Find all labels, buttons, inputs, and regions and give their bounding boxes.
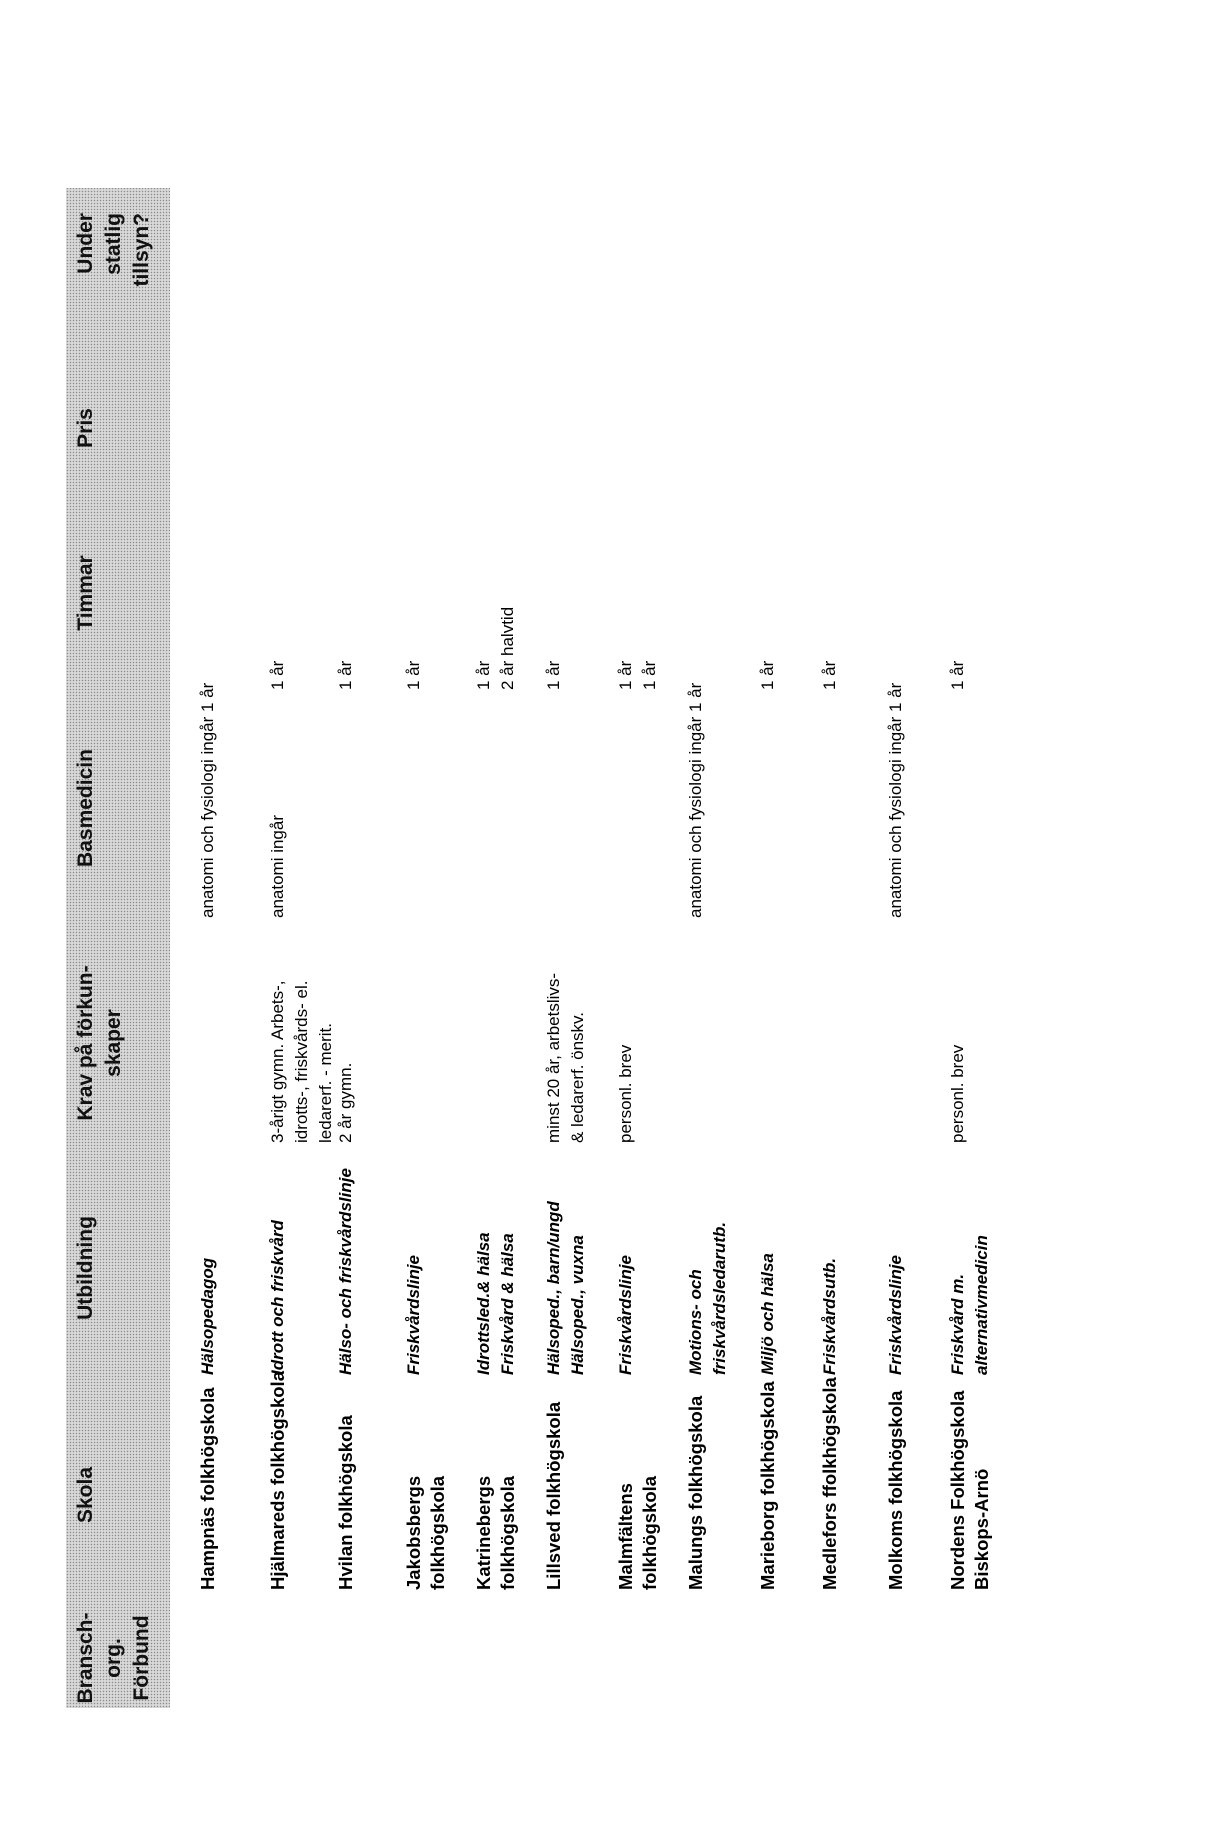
header-pris <box>72 378 100 478</box>
rotated-table <box>66 188 1221 1708</box>
cell-krav <box>266 918 338 1143</box>
timmar-text: 1 år <box>640 660 659 690</box>
cell-basmedicin <box>884 658 908 918</box>
header-line: Timmar <box>74 555 97 631</box>
krav-text: personl. brev <box>948 1044 967 1143</box>
school-text: Nordens Folkhögskola <box>947 1390 968 1590</box>
program-text: Friskvård & hälsa <box>498 1233 517 1375</box>
cell-program <box>756 1145 780 1375</box>
cell-school <box>946 1375 994 1590</box>
school-text: Lillsved folkhögskola <box>543 1401 564 1590</box>
program-text: Friskvård m. <box>948 1273 967 1375</box>
cell-timmar <box>402 530 426 690</box>
school-text: Malungs folkhögskola <box>685 1395 706 1590</box>
cell-program <box>402 1145 426 1375</box>
timmar-text: 1 år <box>404 660 423 690</box>
program-text: Hälso- och friskvårdslinje <box>336 1168 355 1375</box>
school-text: Malmfältens <box>615 1483 636 1590</box>
krav-text: 2 år gymn. <box>336 1062 355 1143</box>
program-text: Hälsoped., barn/ungd <box>544 1201 563 1375</box>
cell-program <box>818 1145 842 1375</box>
cell-timmar <box>946 530 970 690</box>
program-text: Friskvårdslinje <box>886 1254 905 1375</box>
cell-timmar <box>334 530 358 690</box>
basmedicin-text: anatomi och fysiologi ingår 1 år <box>198 682 217 918</box>
program-text: Idrott och friskvård <box>268 1220 287 1375</box>
header-skola <box>72 1400 100 1590</box>
program-text: Idrottsled.& hälsa <box>474 1232 493 1375</box>
cell-basmedicin <box>266 658 290 918</box>
school-text: Biskops-Arnö <box>971 1468 992 1590</box>
school-text: Jakobsbergs <box>403 1475 424 1590</box>
header-line: skaper <box>102 1009 125 1077</box>
school-text: Katrinebergs <box>473 1475 494 1590</box>
timmar-text: 1 år <box>544 660 563 690</box>
cell-timmar <box>472 530 520 690</box>
cell-timmar <box>614 530 662 690</box>
cell-program <box>334 1145 358 1375</box>
header-line: Pris <box>74 408 97 448</box>
krav-text: 3-årigt gymn. Arbets-, <box>268 980 287 1143</box>
header-bransch <box>72 1608 156 1708</box>
cell-school <box>402 1375 450 1590</box>
timmar-text: 1 år <box>758 660 777 690</box>
school-text: folkhögskola <box>639 1475 660 1590</box>
school-text: Hampnäs folkhögskola <box>197 1387 218 1590</box>
header-line: Utbildning <box>74 1216 97 1320</box>
cell-school <box>614 1375 662 1590</box>
school-text: Molkoms folkhögskola <box>885 1390 906 1590</box>
cell-program <box>946 1145 994 1375</box>
timmar-text: 1 år <box>474 660 493 690</box>
header-line: tillsyn? <box>130 213 153 287</box>
header-line: statlig <box>102 213 125 275</box>
timmar-text: 1 år <box>820 660 839 690</box>
header-line: Krav på förkun- <box>74 965 97 1121</box>
krav-text: idrotts-, friskvårds- el. <box>292 980 311 1143</box>
header-line: org. <box>102 1638 125 1678</box>
basmedicin-text: anatomi och fysiologi ingår 1 år <box>686 682 705 918</box>
cell-school <box>818 1375 842 1590</box>
cell-school <box>196 1375 220 1590</box>
basmedicin-text: anatomi ingår <box>268 814 287 918</box>
cell-krav <box>542 918 590 1143</box>
cell-timmar <box>756 530 780 690</box>
school-text: folkhögskola <box>427 1475 448 1590</box>
header-line: Förbund <box>130 1615 153 1701</box>
cell-program <box>614 1145 638 1375</box>
school-text: folkhögskola <box>497 1475 518 1590</box>
school-text: Medlefors ffolkhögskola <box>819 1377 840 1590</box>
program-text: Friskvårdslinje <box>616 1254 635 1375</box>
header-line: Basmedicin <box>74 749 97 867</box>
cell-school <box>542 1375 566 1590</box>
header-basmedicin <box>72 698 100 918</box>
cell-program <box>884 1145 908 1375</box>
school-text: Hvilan folkhögskola <box>335 1415 356 1590</box>
cell-basmedicin <box>684 658 708 918</box>
cell-basmedicin <box>196 658 220 918</box>
table-header <box>66 188 170 1708</box>
basmedicin-text: anatomi och fysiologi ingår 1 år <box>886 682 905 918</box>
timmar-text: 2 år halvtid <box>498 606 517 690</box>
cell-school <box>266 1371 290 1590</box>
program-text: Friskvårdslinje <box>404 1254 423 1375</box>
krav-text: ledarerf. - merit. <box>316 1023 335 1143</box>
cell-program <box>684 1145 732 1375</box>
cell-program <box>266 1145 290 1375</box>
krav-text: personl. brev <box>616 1044 635 1143</box>
program-text: alternativmedicin <box>972 1235 991 1375</box>
cell-school <box>684 1375 708 1590</box>
cell-school <box>334 1375 358 1590</box>
cell-school <box>884 1375 908 1590</box>
cell-timmar <box>818 530 842 690</box>
cell-school <box>472 1375 520 1590</box>
krav-text: & ledarerf. önskv. <box>568 1011 587 1143</box>
school-text: Marieborg folkhögskola <box>757 1381 778 1590</box>
timmar-text: 1 år <box>948 660 967 690</box>
timmar-text: 1 år <box>616 660 635 690</box>
school-text: Hjälmareds folkhögskola <box>267 1371 288 1590</box>
cell-timmar <box>266 530 290 690</box>
program-text: Friskvårdsutb. <box>820 1257 839 1375</box>
cell-krav <box>946 918 970 1143</box>
cell-school <box>756 1375 780 1590</box>
cell-krav <box>334 918 358 1143</box>
header-line: Bransch- <box>74 1612 97 1704</box>
cell-program <box>472 1145 520 1375</box>
program-text: Hälsopedagog <box>198 1257 217 1375</box>
program-text: Motions- och <box>686 1269 705 1375</box>
header-krav <box>72 938 128 1148</box>
timmar-text: 1 år <box>336 660 355 690</box>
cell-timmar <box>542 530 566 690</box>
cell-program <box>196 1145 220 1375</box>
timmar-text: 1 år <box>268 660 287 690</box>
program-text: Hälsoped., vuxna <box>568 1235 587 1375</box>
header-timmar <box>72 518 100 668</box>
header-line: Skola <box>74 1466 97 1524</box>
program-text: Miljö och hälsa <box>758 1253 777 1375</box>
header-utbildning <box>72 1158 100 1378</box>
krav-text: minst 20 år, arbetslivs- <box>544 972 563 1143</box>
cell-krav <box>614 918 638 1143</box>
header-tillsyn <box>72 213 156 353</box>
header-line: Under <box>74 213 97 274</box>
program-text: friskvårdsledarutb. <box>710 1221 729 1375</box>
cell-program <box>542 1145 590 1375</box>
